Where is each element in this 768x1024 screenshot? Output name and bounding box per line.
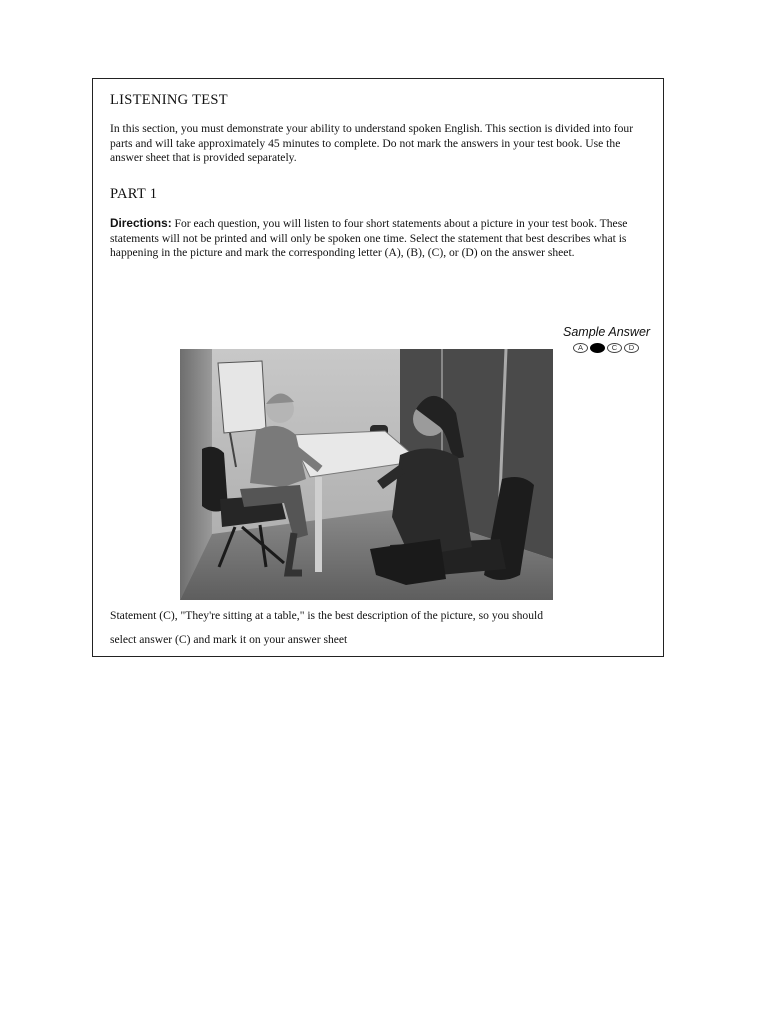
directions-label: Directions: <box>110 216 172 230</box>
bubble-b-filled: B <box>590 343 605 353</box>
section-title: LISTENING TEST <box>110 92 228 108</box>
explanation-line-2: select answer (C) and mark it on your answer sheet <box>110 633 348 646</box>
directions-text: For each question, you will listen to four short statements about a picture in your test book. These statements will not be printed and will only be spoken one time. Select the statement that best describes what is happening in the picture and mark the corresponding letter (A), (B), (C), or (D) on the answer sheet. <box>110 217 628 259</box>
explanation-line-1: Statement (C), "They're sitting at a table," is the best description of the picture, so you should <box>110 609 544 622</box>
bubble-d: D <box>624 343 639 353</box>
meeting-photo <box>180 349 553 600</box>
section-intro: In this section, you must demonstrate your ability to understand spoken English. This section is divided into four parts and will take approximately 45 minutes to complete. Do not mark the answers in your test book. Use the answer sheet that is provided separately. <box>110 122 634 164</box>
directions <box>110 216 640 261</box>
bubble-a: A <box>573 343 588 353</box>
sample-answer-bubbles <box>573 343 639 353</box>
bubble-c: C <box>607 343 622 353</box>
part-title: PART 1 <box>110 186 158 202</box>
sample-answer-label: Sample Answer <box>563 325 651 339</box>
test-page <box>92 78 664 657</box>
